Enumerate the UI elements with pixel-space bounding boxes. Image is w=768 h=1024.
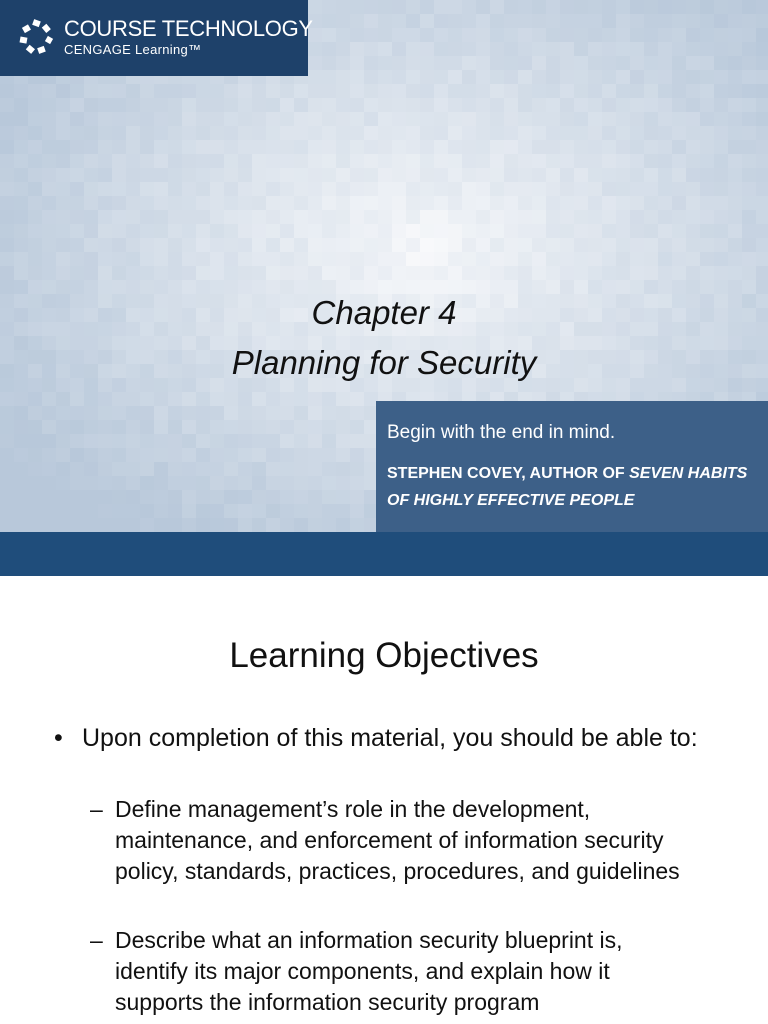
learning-objectives-slide xyxy=(0,576,768,1024)
bullet-mark: • xyxy=(54,724,63,752)
sub-objective-text: Describe what an information security blueprint is, identify its major components, and explain how it supports the information security program xyxy=(115,927,623,1015)
sub-bullet-mark: – xyxy=(90,927,103,953)
quote-text: Begin with the end in mind. xyxy=(387,422,616,443)
chapter-number: Chapter 4 xyxy=(311,294,457,331)
objective-bullet xyxy=(54,722,714,754)
sub-bullet-mark: – xyxy=(90,796,103,822)
bottom-band xyxy=(0,532,768,576)
sub-objective xyxy=(90,794,700,887)
sub-objective xyxy=(90,925,700,1018)
objectives-title: Learning Objectives xyxy=(229,636,539,675)
quote-author-prefix: STEPHEN COVEY, AUTHOR OF xyxy=(387,465,630,482)
logo-course-technology: COURSE TECHNOLOGY xyxy=(64,16,313,41)
cengage-logo-icon xyxy=(18,18,56,56)
quote-author xyxy=(387,460,763,514)
slide-title xyxy=(0,288,768,388)
bullet-text: Upon completion of this material, you should be able to: xyxy=(82,724,698,752)
quote-box xyxy=(376,401,768,532)
course-technology-logo xyxy=(0,0,313,76)
quote-book-title: SEVEN HABITS OF HIGHLY EFFECTIVE PEOPLE xyxy=(387,465,748,509)
logo-cengage-learning: CENGAGE Learning™ xyxy=(64,42,202,57)
sub-objective-text: Define management’s role in the development, maintenance, and enforcement of information security policy, standards, practices, procedures, and guidelines xyxy=(115,796,680,884)
chapter-title: Planning for Security xyxy=(231,344,537,381)
